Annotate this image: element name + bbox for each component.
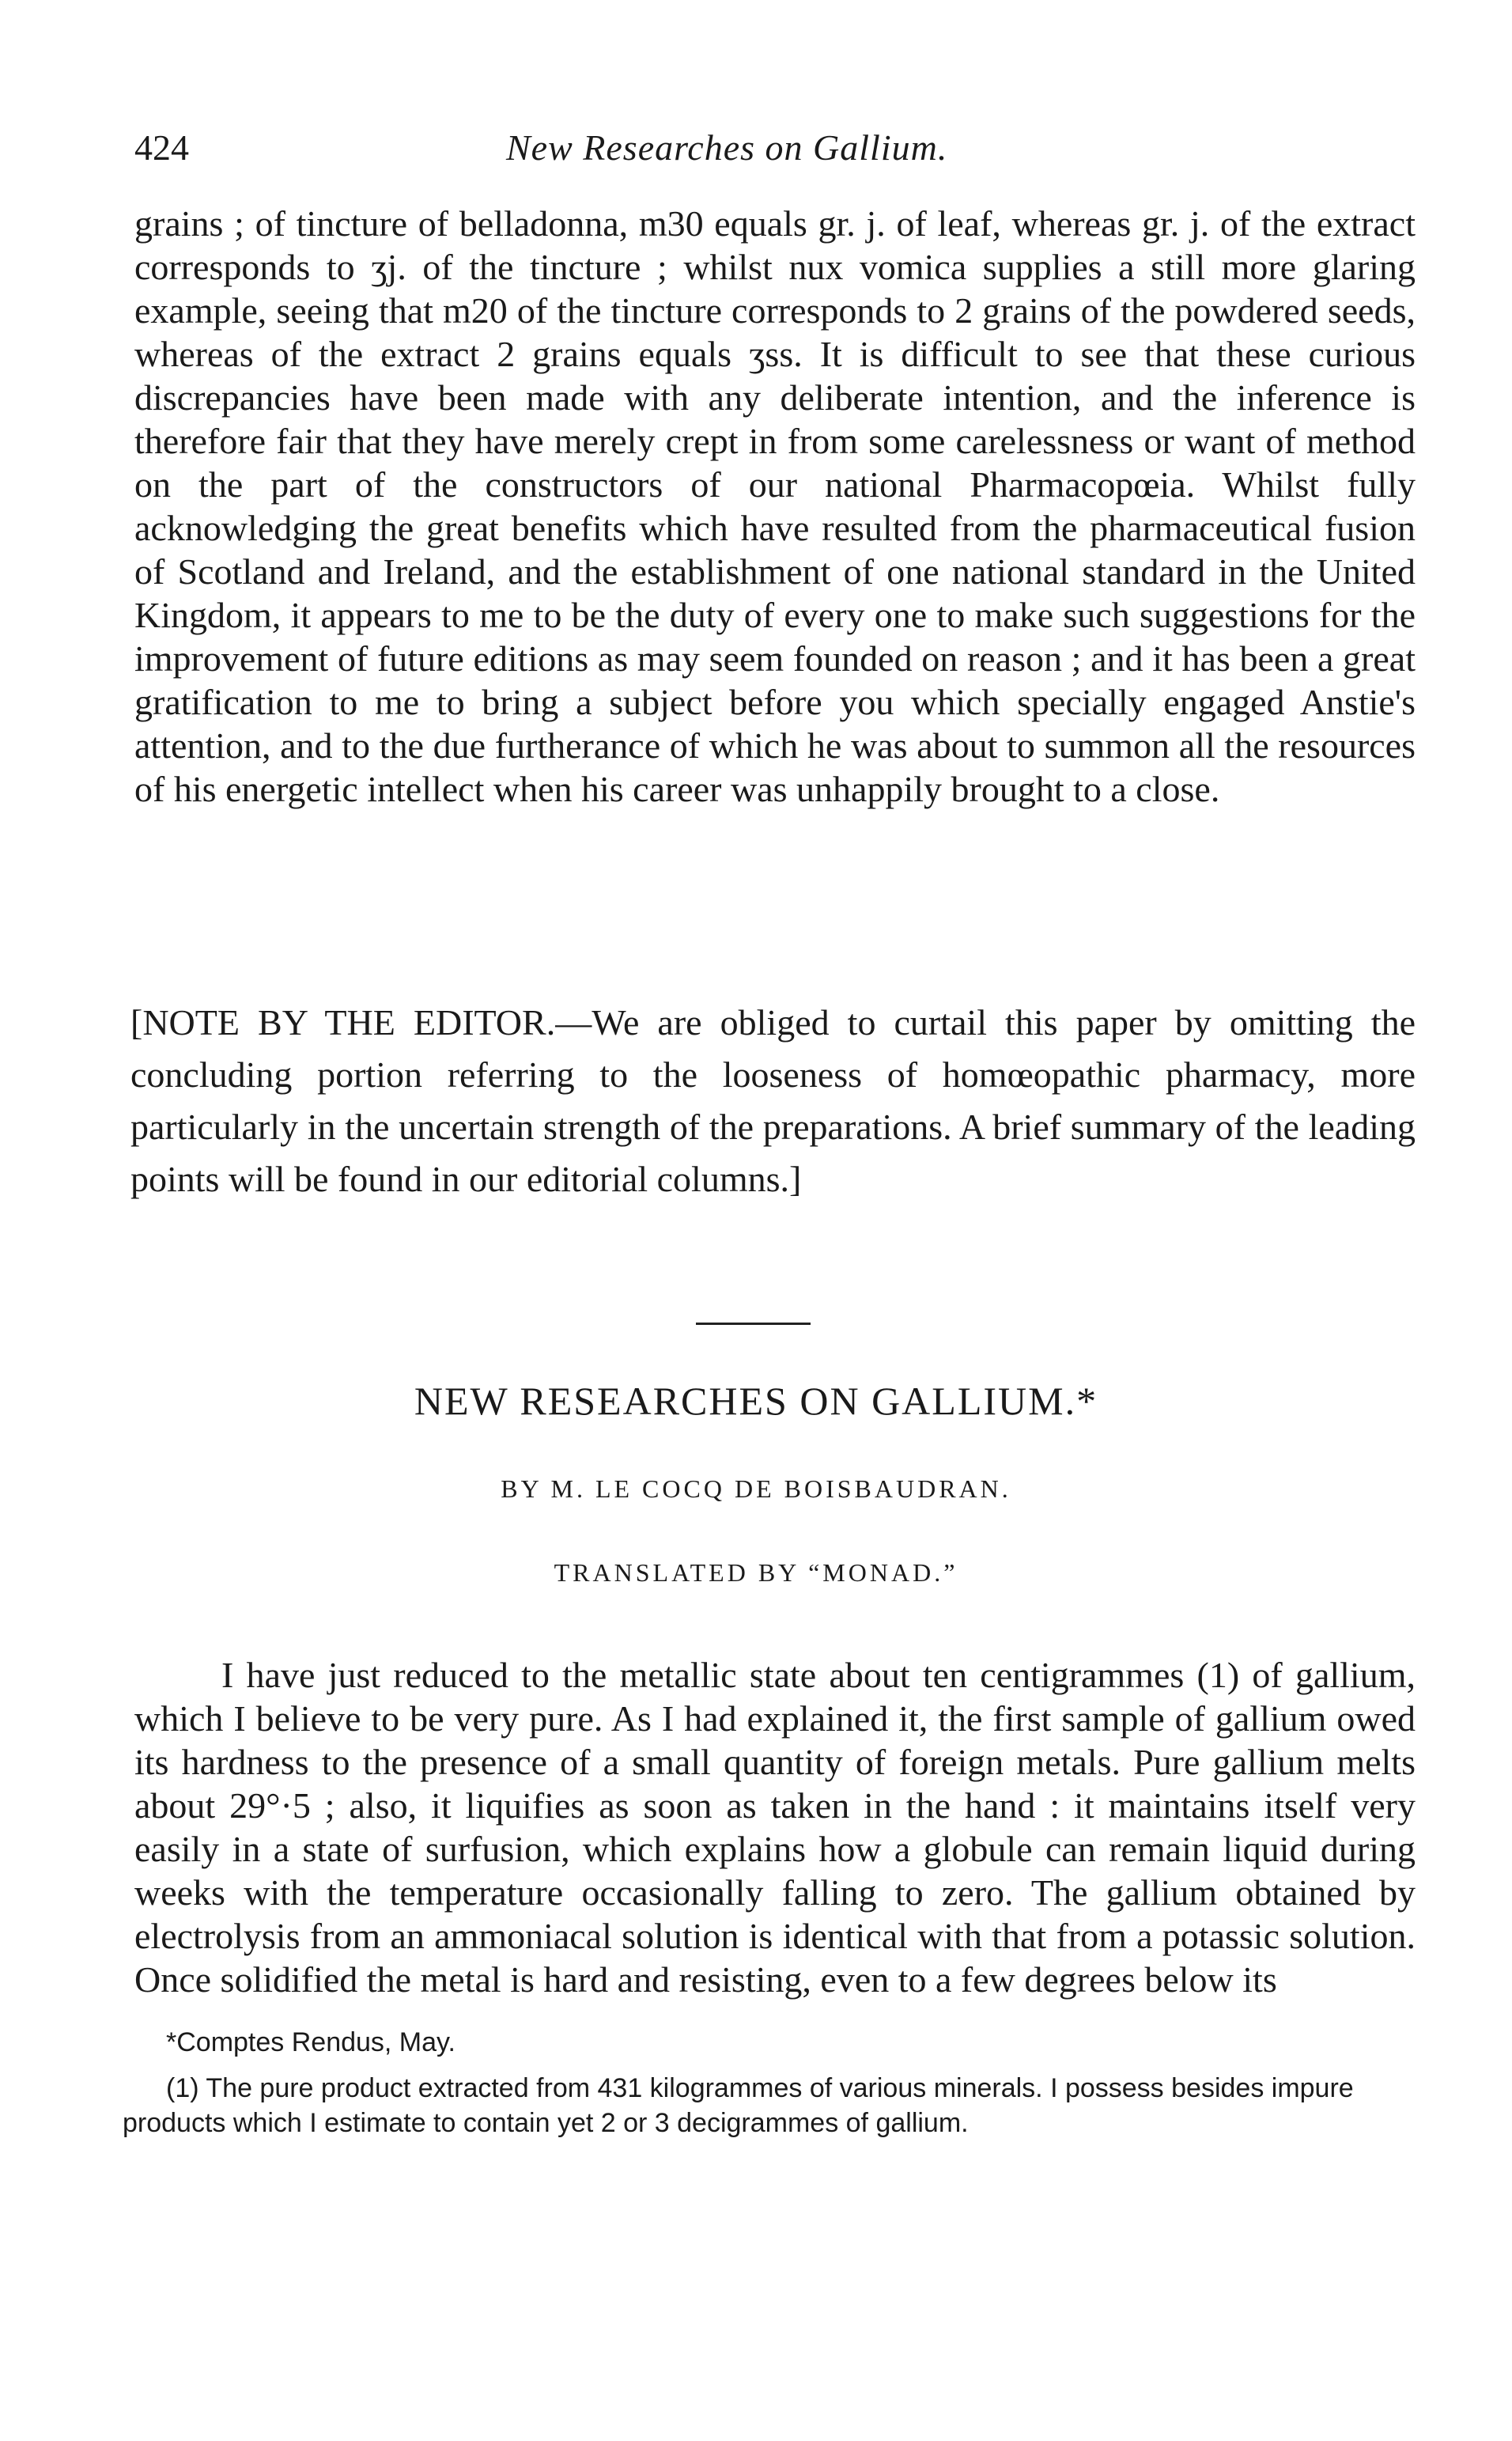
- article-title: NEW RESEARCHES ON GALLIUM.*: [414, 1379, 1098, 1423]
- footnotes: [123, 2025, 1419, 2151]
- running-head: New Researches on Gallium.: [506, 127, 948, 168]
- article-body: [134, 1653, 1416, 2001]
- article-translator: TRANSLATED BY “MONAD.”: [554, 1558, 958, 1587]
- continued-paragraph: grains ; of tincture of belladonna, m30 equals gr. j. of leaf, whereas gr. j. of the extract corresponds to ʒj. of the tincture ; whilst nux vomica supplies a still more glaring example, seeing that m20 of the tincture corresponds to 2 grains of the powdered seeds, whereas of the extract 2 grains equals ʒss. It is difficult to see that these curious discrepancies have been made with any deliberate intention, and the inference is therefore fair that they have merely crept in from some carelessness or want of method on the part of the constructors of our national Pharmacopœia. Whilst fully acknowledging the great benefits which have resulted from the pharmaceutical fusion of Scotland and Ireland, and the establishment of one national standard in the United Kingdom, it appears to me to be the duty of every one to make such suggestions for the improvement of future editions as may seem founded on reason ; and it has been a great gratification to me to bring a subject before you which specially engaged Anstie's attention, and to the due furtherance of which he was about to summon all the resources of his energetic intellect when his career was unhappily brought to a close.: [134, 203, 1416, 809]
- page-number: 424: [134, 127, 189, 168]
- continued-paragraph-block: [134, 202, 1416, 811]
- editor-note: [NOTE BY THE EDITOR.—We are obliged to curtail this paper by omitting the concluding portion referring to the looseness of homœopathic pharmacy, more particularly in the uncertain strength of the preparations. A brief summary of the leading points will be found in our editorial columns.]: [130, 1002, 1416, 1199]
- footnote-one: (1) The pure product extracted from 431 kilogrammes of various minerals. I possess besides impure products which I estimate to contain yet 2 or 3 decigrammes of gallium.: [123, 2073, 1354, 2138]
- section-divider: [696, 1323, 811, 1325]
- article-byline: BY M. LE COCQ DE BOISBAUDRAN.: [501, 1474, 1011, 1503]
- article-paragraph: I have just reduced to the metallic state about ten centigrammes (1) of gallium, which I believe to be very pure. As I had explained it, the first sample of gallium owed its hardness to the presence of a small quantity of foreign metals. Pure gallium melts about 29°·5 ; also, it liquifies as soon as taken in the hand : it maintains itself very easily in a state of surfusion, which explains how a globule can remain liquid during weeks with the temperature occasionally falling to zero. The gallium obtained by electrolysis from an ammoniacal solution is identical with that from a potassic solution. Once solidified the metal is hard and resisting, even to a few degrees below its: [134, 1655, 1416, 2000]
- page-header: [134, 127, 1416, 182]
- footnote-source: *Comptes Rendus, May.: [166, 2027, 455, 2057]
